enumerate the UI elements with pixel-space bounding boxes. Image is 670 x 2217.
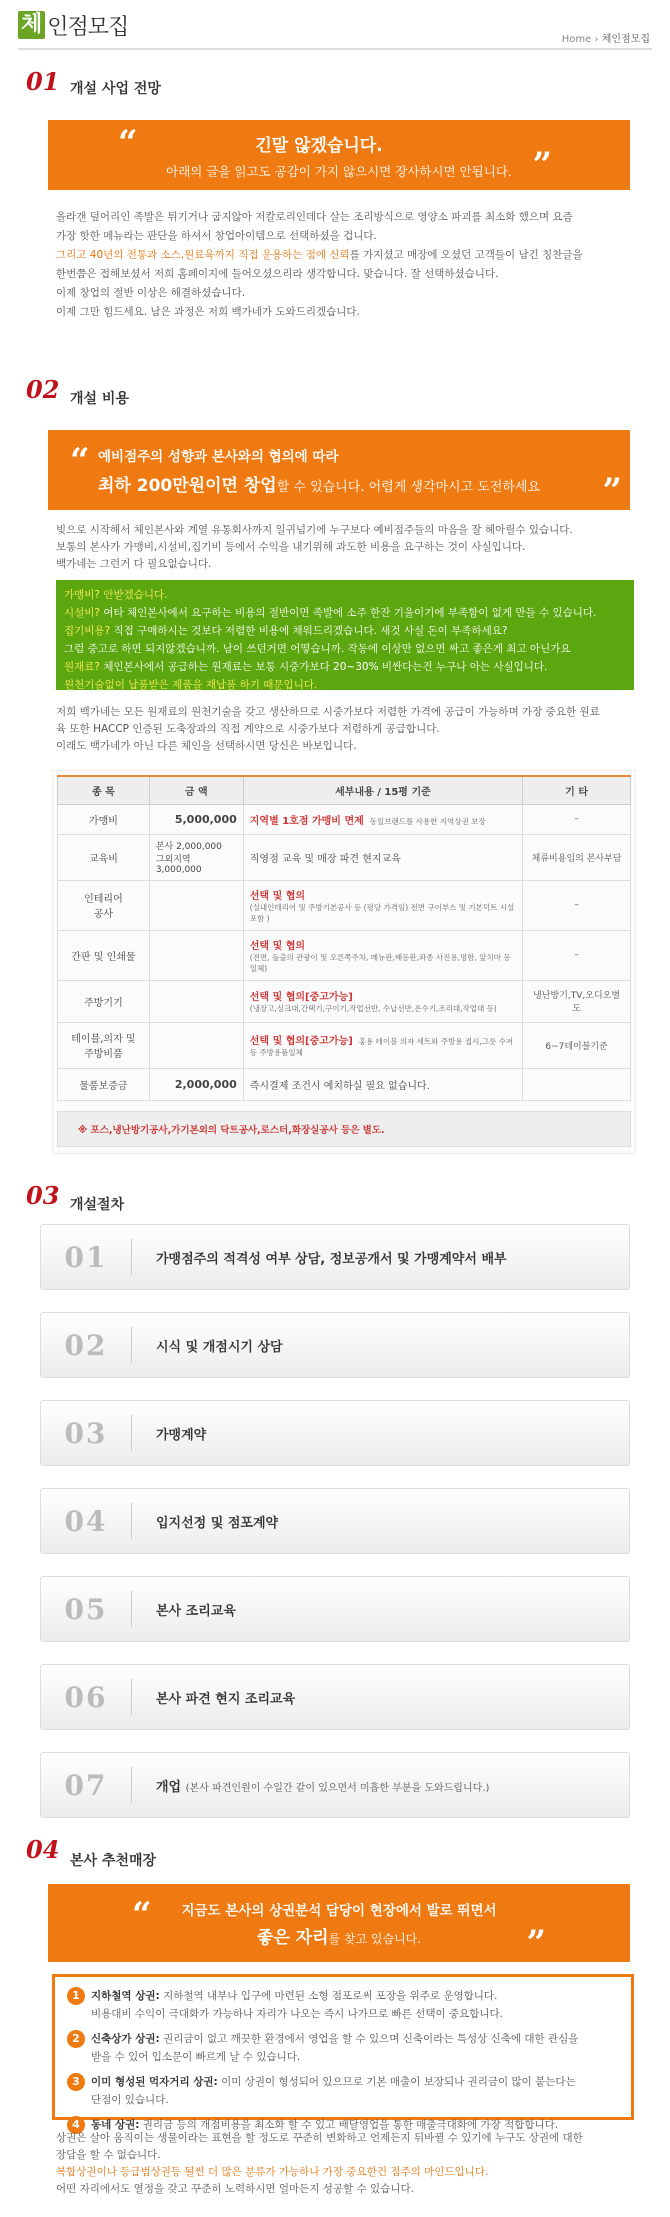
section-title: 개설절차 — [70, 1197, 125, 1213]
highlight-text: 복합상권이나 등급범상권등 될썬 더 많은 분류가 가능하나 가장 중요한건 점주의 마인드입니다. — [56, 2166, 489, 2178]
step-number: 06 — [64, 1680, 108, 1714]
item-text-2: 단점이 있습니다. — [91, 2094, 169, 2106]
column-header: 금 액 — [149, 776, 243, 804]
text-line: 이래도 백가네가 아닌 다른 체인을 선택하시면 당신은 바보입니다. — [56, 740, 357, 752]
breadcrumb-current: 체인점모집 — [601, 34, 650, 45]
banner-subline: 아래의 글을 읽고도 공감이 가지 않으시면 장사하시면 안됩니다. — [166, 163, 512, 179]
table-cell-etc: 6~7테이블기준 — [523, 1022, 631, 1068]
table-cell-amount: 2,000,000 — [149, 1068, 243, 1100]
detail-text: 즉시결제 조건시 예치하실 필요 없습니다. — [249, 1080, 430, 1092]
table-cell-item: 인테리어 공사 — [58, 880, 150, 930]
table-row — [58, 930, 631, 980]
item-label: 지하철역 상권: — [91, 1990, 160, 2002]
text-span: 체인본사에서 공급하는 원재료는 보통 시중가보다 20~30% 비싼다는건 누구나 아는 사실입니다. — [100, 661, 548, 673]
item-text-2: 비용대비 수익이 극대화가 가능하나 자리가 나오는 즉시 나가므로 빠른 선택이 중요합니다. — [91, 2008, 504, 2020]
detail-text: (실내인테리어 및 주방기본공사 등 (평당 가격임) 전면 구이부스 및 기본덕트 시설 포함 ) — [249, 902, 515, 923]
list-item — [67, 2073, 619, 2109]
process-step — [40, 1576, 630, 1642]
text-line: 올라갠 덮어리인 족발은 튀기거나 굽지않아 저칼로리인데다 살는 조리방식으로 영양소 파괴를 최소화 했으며 요즘 — [56, 211, 573, 223]
item-number-badge: 2 — [67, 2030, 85, 2048]
table-cell-item: 가맹비 — [58, 804, 150, 834]
process-step — [40, 1752, 630, 1818]
label-text: 집기비용? — [64, 625, 111, 637]
step-text — [132, 1600, 236, 1619]
column-header: 종 목 — [58, 776, 150, 804]
table-cell-amount — [149, 1022, 243, 1068]
text-span: 를 가지셨고 매장에 오셨던 고객들이 남긴 칭찬글을 — [349, 249, 583, 261]
section-title: 개설 비용 — [70, 391, 129, 407]
table-cell-detail — [243, 804, 522, 834]
detail-text: 홍용 테이블 의자 세트와 주방용 접시,그릇 수저등 주방용품일체 — [249, 1037, 514, 1057]
section-number: 03 — [26, 1181, 60, 1210]
close-quote-icon: ” — [526, 1923, 546, 1963]
text-line: 그럼 중고로 하면 되지않겠습니까. 남이 쓰던거면 어떻습니까. 작동에 이상만 없으면 싸고 좋은게 최고 아닌가요 — [64, 643, 571, 655]
text-line: 육 또한 HACCP 인증된 도축장과의 직접 계약으로 시중가보다 저렴하게 공급합니다. — [56, 723, 440, 735]
label-text: 시설비? — [64, 607, 101, 619]
open-quote-icon: “ — [70, 441, 90, 481]
banner-headline: 긴말 않겠습니다. — [255, 135, 383, 156]
step-text — [132, 1688, 295, 1707]
text-line: 가장 핫한 메뉴라는 판단을 하셔서 창업아이템으로 선택하셨을 겁니다. — [56, 230, 377, 242]
table-row — [58, 1068, 631, 1100]
step-text — [132, 1336, 283, 1355]
table-row — [58, 880, 631, 930]
detail-text: (냉장고,싱크대,간택기,구이기,작업선반, 수납선반,온수기,조리대,작업대 등) — [249, 1004, 497, 1013]
store-banner — [48, 1884, 630, 1962]
table-footnote: ※ 포스,냉난방기공사,가기본외의 닥트공사,로스터,화장실공사 등은 별도. — [57, 1111, 631, 1147]
open-quote-icon: “ — [132, 1895, 152, 1935]
step-text — [132, 1512, 278, 1531]
text-line: 백가네는 그런거 다 필요없습니다. — [56, 558, 212, 570]
step-number: 05 — [64, 1592, 108, 1626]
detail-title: 선택 및 협의 — [249, 940, 306, 952]
text-line: 한번쯤은 접해보셨서 저희 홈페이지에 들어오셨으리라 생각합니다. 맞습니다. 잘 선택하셨습니다. — [56, 268, 499, 280]
section-title: 개설 사업 전망 — [70, 81, 161, 97]
text-line: 가맹비? 안받겠습니다. — [64, 589, 168, 601]
table-cell-detail — [243, 834, 522, 880]
text-line: 장담을 할 수 없습니다. — [56, 2149, 161, 2161]
cost-banner — [48, 430, 630, 510]
cost-paragraph — [56, 522, 646, 573]
table-cell-detail — [243, 880, 522, 930]
table-cell-detail — [243, 1022, 522, 1068]
column-header: 기 타 — [523, 776, 631, 804]
item-text-2: 받을 수 있어 입소문이 빠르게 날 수 있습니다. — [91, 2051, 301, 2063]
breadcrumb-home[interactable]: Home — [561, 34, 592, 45]
text-line: 원천기술없이 납품받은 제품을 재납품 하기 때문입니다. — [64, 679, 318, 691]
logo-text: 인점모집 — [47, 14, 129, 40]
table-cell-item: 교육비 — [58, 834, 150, 880]
table-cell-item: 테이블,의자 및 주방비품 — [58, 1022, 150, 1068]
item-number-badge: 3 — [67, 2073, 85, 2091]
detail-text: 직영점 교육 및 매장 파견 현지교육 — [249, 853, 401, 865]
open-quote-icon: “ — [118, 123, 138, 163]
label-text: 원재료? — [64, 661, 101, 673]
table-cell-etc: 냉난방기,TV,오디오별도 — [523, 980, 631, 1022]
intro-paragraph — [56, 208, 646, 322]
logo-mark: 체 — [18, 11, 45, 39]
close-quote-icon: ” — [602, 471, 622, 511]
text-line — [56, 246, 646, 265]
highlight-text: 그리고 40년의 전통과 소스,원료육까지 직접 운용하는 점에 신뢰 — [56, 249, 350, 261]
close-quote-icon: ” — [532, 145, 552, 185]
item-text: 권리금이 없고 깨끗한 환경에서 영업을 할 수 있으며 신축이라는 특성상 신축에 대한 관심을 — [163, 2033, 579, 2045]
process-step — [40, 1312, 630, 1378]
detail-title: 선택 및 협의[중고가능] — [249, 1036, 353, 1047]
text-line: 저희 백가네는 모든 원재료의 원천기술을 갖고 생산하므로 시중가보다 저렴한 가격에 공급이 가능하며 가장 중요한 원료 — [56, 706, 600, 718]
step-number: 02 — [64, 1328, 108, 1362]
item-label: 신축상가 상권: — [91, 2033, 160, 2045]
recommended-list — [52, 1974, 634, 2131]
step-text — [132, 1424, 206, 1443]
step-title: 본사 파견 현지 조리교육 — [156, 1691, 296, 1707]
process-step — [40, 1488, 630, 1554]
table-cell-etc — [523, 1068, 631, 1100]
column-header: 세부내용 / 15평 기준 — [243, 776, 522, 804]
text-line: 보통의 본사가 가맹비,시설비,집기비 등에서 수익을 내기위해 과도한 비용을 요구하는 것이 사실입니다. — [56, 541, 526, 553]
table-row — [58, 804, 631, 834]
table-row — [58, 834, 631, 880]
table-cell-etc: 체류비용임의 본사부담 — [523, 834, 631, 880]
table-cell-etc: – — [523, 930, 631, 980]
list-item — [67, 1987, 619, 2023]
cost-table — [57, 775, 631, 1101]
step-title: 입지선정 및 점포계약 — [156, 1515, 279, 1531]
table-row — [58, 1022, 631, 1068]
text-span: 직접 구매하시는 것보다 저렴한 비용에 채워드리겠습니다. 새것 사실 돈이 부족하세요? — [110, 625, 508, 637]
table-cell-item: 주방기기 — [58, 980, 150, 1022]
step-note: (본사 파견인원이 수일간 같이 있으면서 미흡한 부분을 도와드립니다.) — [185, 1782, 490, 1794]
list-item — [67, 2030, 619, 2066]
table-cell-amount — [149, 930, 243, 980]
breadcrumb — [562, 30, 650, 45]
item-text: 권리금 등의 개점비용을 최소화 할 수 있고 배달영업을 통한 매출극대화에 가장 적합합니다. — [142, 2119, 559, 2131]
text-line: 이제 그만 힘드세요. 남은 과정은 저희 백가네가 도와드리겠습니다. — [56, 306, 360, 318]
table-cell-amount — [149, 980, 243, 1022]
table-cell-etc: – — [523, 804, 631, 834]
banner-subline: 를 찾고 있습니다. — [328, 1931, 422, 1946]
section-number: 04 — [26, 1835, 60, 1864]
breadcrumb-separator: › — [594, 34, 599, 45]
step-text — [132, 1776, 489, 1795]
detail-title: 지역별 1호점 가맹비 면제 — [249, 815, 364, 827]
step-number: 03 — [64, 1416, 108, 1450]
step-title: 가맹계약 — [156, 1427, 207, 1443]
step-title: 가맹점주의 적격성 여부 상담, 정보공개서 및 가맹계약서 배부 — [156, 1251, 507, 1267]
item-text: 지하철역 내부나 입구에 마련된 소형 점포로써 포장을 위주로 운영합니다. — [163, 1990, 498, 2002]
table-cell-amount: 본사 2,000,000 그외지역 3,000,000 — [149, 834, 243, 880]
step-number: 01 — [64, 1240, 108, 1274]
table-header-row — [58, 776, 631, 804]
process-step — [40, 1400, 630, 1466]
closing-paragraph — [56, 2130, 646, 2198]
section-number: 01 — [26, 67, 60, 96]
section-number: 02 — [26, 375, 60, 404]
page-logo — [18, 10, 128, 40]
item-label: 동네 상권: — [91, 2119, 140, 2131]
table-row — [58, 980, 631, 1022]
step-number: 07 — [64, 1768, 108, 1802]
cost-table-wrap — [52, 770, 636, 1154]
table-cell-amount — [149, 880, 243, 930]
supply-paragraph — [56, 704, 646, 755]
table-cell-item: 물품보증금 — [58, 1068, 150, 1100]
page-header — [0, 0, 670, 50]
text-line: 어떤 자리에서도 열정을 갖고 꾸준히 노력하시면 얼마든지 성공할 수 있습니다. — [56, 2183, 414, 2195]
intro-banner — [48, 120, 630, 190]
step-title: 본사 조리교육 — [156, 1603, 236, 1619]
table-cell-amount: 5,000,000 — [149, 804, 243, 834]
green-notice-box — [56, 580, 634, 690]
item-number-badge: 1 — [67, 1987, 85, 2005]
process-step — [40, 1224, 630, 1290]
item-text: 이미 상권이 형성되어 있으므로 기본 매출이 보장되나 권리금이 많이 붙는다는 — [221, 2076, 576, 2088]
banner-headline: 예비점주의 성향과 본사와의 협의에 따라 — [98, 448, 339, 465]
process-step — [40, 1664, 630, 1730]
table-cell-item: 간판 및 인쇄물 — [58, 930, 150, 980]
text-line: 빚으로 시작해서 체인본사와 계열 유통회사까지 일귀넘기에 누구보다 예비점주들의 마음을 잘 헤아릴수 있습니다. — [56, 524, 573, 536]
text-line: 상권은 살아 움직이는 생물이라는 표현을 할 정도로 꾸준히 변화하고 언제든지 뒤바뀔 수 있기에 누구도 상권에 대한 — [56, 2132, 583, 2144]
banner-headline: 지금도 본사의 상권분석 담당이 현장에서 발로 뛰면서 — [181, 1902, 497, 1919]
detail-text: (전면, 돌출의 관광이 및 오른쪽주차, 메뉴판,배등판,좌종 사진용,명함, 앞치마 등 일체) — [249, 952, 511, 973]
banner-highlight: 좋은 자리 — [256, 1927, 329, 1948]
header-divider — [18, 48, 652, 50]
table-cell-detail — [243, 1068, 522, 1100]
detail-title: 선택 및 협의 — [249, 890, 306, 902]
text-line: 이제 창업의 절반 이상은 해결하셨습니다. — [56, 287, 246, 299]
item-label: 이미 형성된 먹자거리 상권: — [91, 2076, 218, 2088]
step-number: 04 — [64, 1504, 108, 1538]
step-text — [132, 1248, 507, 1267]
table-cell-detail — [243, 930, 522, 980]
item-number-badge: 4 — [67, 2116, 85, 2134]
text-span: 여타 체인본사에서 요구하는 비용의 절반이면 족발에 소주 한잔 기울이기에 부족함이 없게 만들 수 있습니다. — [100, 607, 597, 619]
detail-text: 동일브랜드를 사용한 지역상권 보장 — [369, 816, 486, 826]
table-cell-detail — [243, 980, 522, 1022]
step-title: 개업 — [156, 1779, 182, 1795]
banner-highlight: 최하 200만원이면 창업 — [98, 475, 277, 496]
table-cell-etc: – — [523, 880, 631, 930]
banner-subline: 할 수 있습니다. 어렵게 생각마시고 도전하세요 — [276, 479, 541, 495]
detail-title: 선택 및 협의[중고가능] — [249, 992, 353, 1003]
section-title: 본사 추천매장 — [70, 1853, 157, 1869]
step-title: 시식 및 개점시기 상담 — [156, 1339, 283, 1355]
